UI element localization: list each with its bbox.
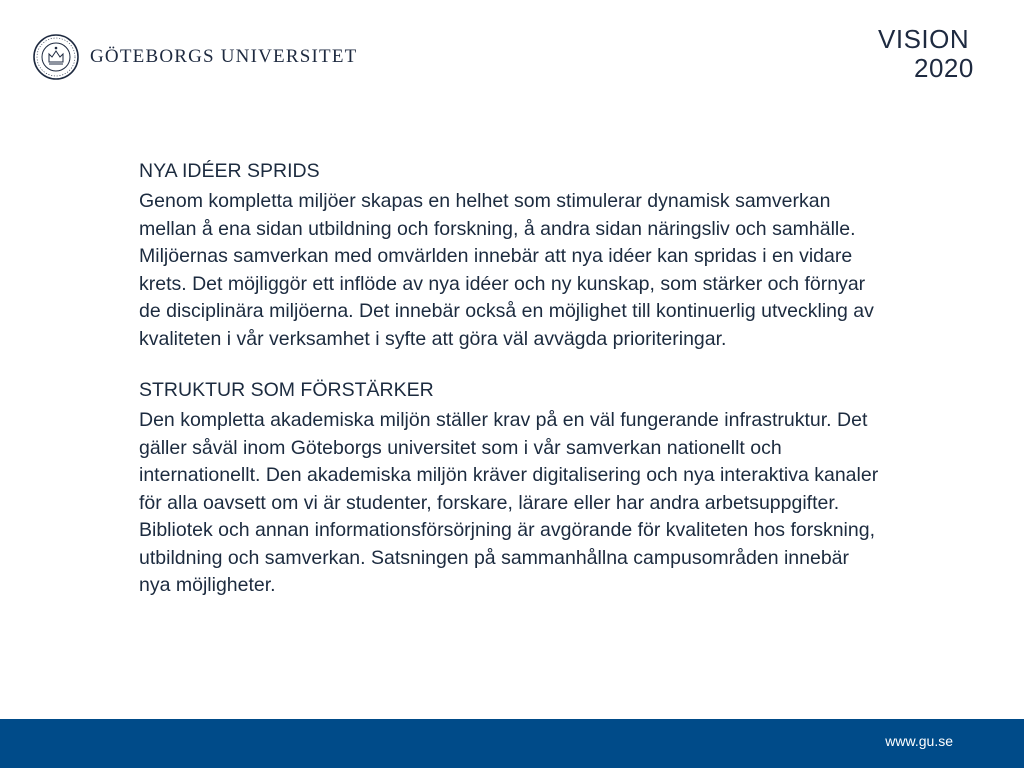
vision-2020-logo-graphic [878,26,1003,82]
university-seal-icon [33,34,79,80]
vision-line1: VISION [878,26,970,54]
university-name: GÖTEBORGS UNIVERSITET [90,46,358,67]
section-heading: STRUKTUR SOM FÖRSTÄRKER [139,379,434,401]
footer-url-link[interactable]: www.gu.se [885,733,953,749]
footer-bar [0,719,1024,768]
gu-logo[interactable] [33,34,357,80]
header [0,0,1024,100]
content [139,158,884,600]
section-spacer [139,353,884,377]
section-heading: NYA IDÉER SPRIDS [139,160,320,182]
vision-2020-logo [878,26,1003,82]
section-body: Genom kompletta miljöer skapas en helhet som stimulerar dynamisk samverkan mellan å ena sidan utbildning och forskning, å andra sidan näringsliv och samhälle. Miljöernas samverkan med omvärlden innebär att nya idéer kan spridas i en vidare krets. Det möjliggör ett inflöde av nya idéer och ny kunskap, som stärker och förnyar de disciplinära miljöerna. Det innebär också en möjlighet till kontinuerlig utveckling av kvaliteten i vår verksamhet i syfte att göra väl avvägda prioriteringar. [139,190,874,350]
section-body: Den kompletta akademiska miljön ställer krav på en väl fungerande infrastruktur. Det gäller såväl inom Göteborgs universitet som i vår samverkan nationellt och internationellt. Den akademiska miljön kräver digitalisering och nya interaktiva kanaler för alla oavsett om vi är studenter, forskare, lärare eller har andra arbetsuppgifter. Bibliotek och annan informationsförsörjning är avgörande för kvaliteten hos forskning, utbildning och samverkan. Satsningen på sammanhållna campusområden innebär nya möjligheter. [139,409,879,596]
vision-line2: 2020 [914,53,974,82]
